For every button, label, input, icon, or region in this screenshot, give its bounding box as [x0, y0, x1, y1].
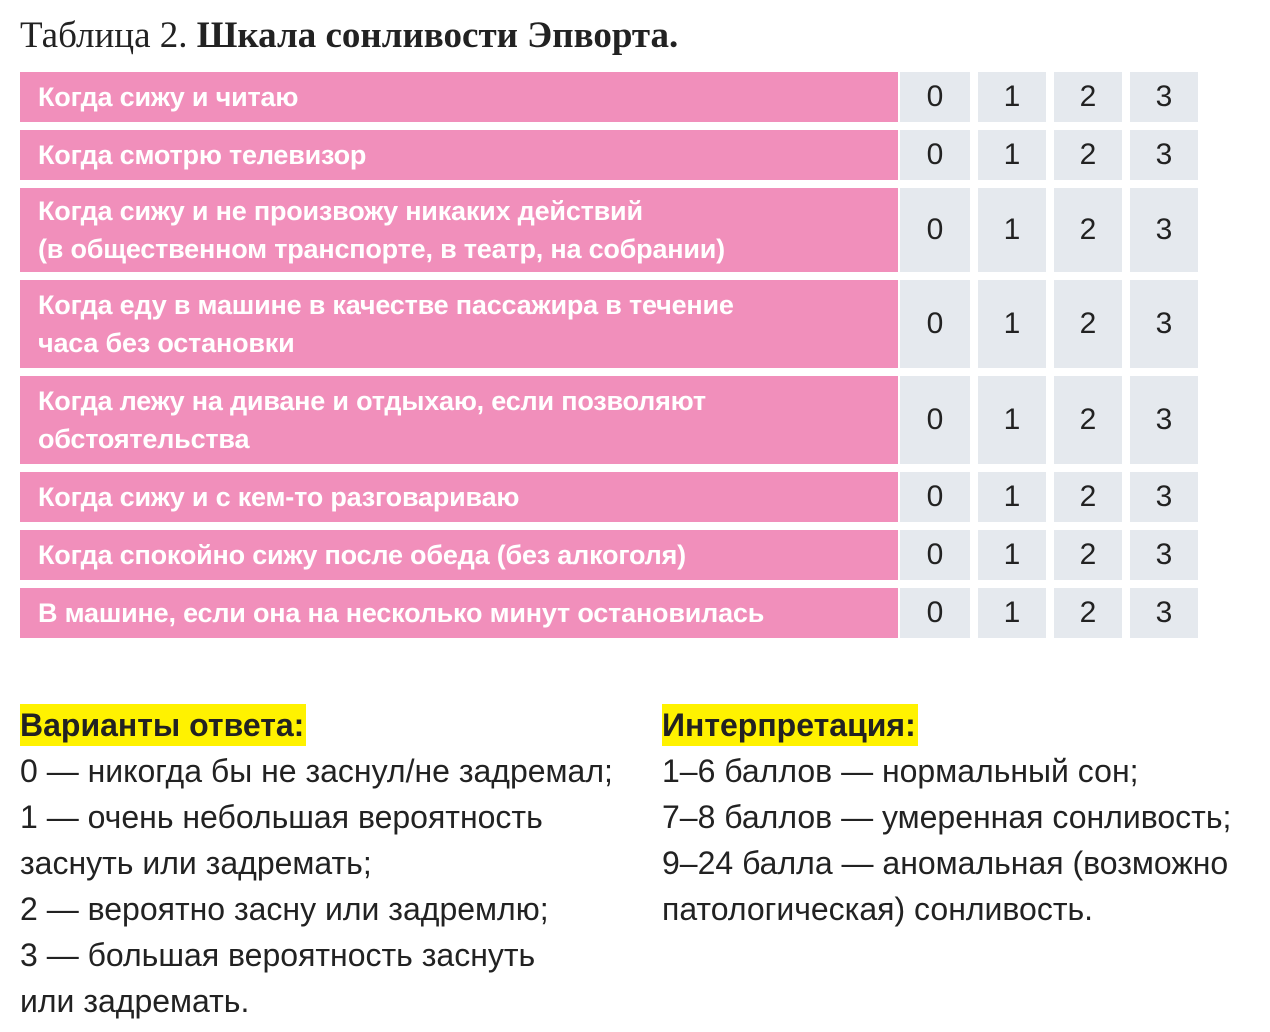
question-cell: [20, 472, 898, 522]
score-option-3: 3: [1130, 588, 1198, 638]
score-option-0: 0: [900, 530, 970, 580]
score-option-1: 1: [978, 472, 1046, 522]
answer-options: [20, 702, 640, 1024]
question-cell: [20, 72, 898, 122]
answer-option-line: 1 — очень небольшая вероятность: [20, 799, 543, 835]
score-option-1: 1: [978, 530, 1046, 580]
table-row: [20, 588, 1192, 638]
score-option-2: 2: [1054, 280, 1122, 368]
score-option-2: 2: [1054, 376, 1122, 464]
score-option-2: 2: [1054, 472, 1122, 522]
score-option-1: 1: [978, 376, 1046, 464]
score-option-2: 2: [1054, 130, 1122, 180]
answer-option-line: заснуть или задремать;: [20, 845, 372, 881]
question-text: Когда сижу и не произвожу никаких действий: [38, 196, 643, 226]
question-cell: [20, 376, 898, 464]
score-option-3: 3: [1130, 130, 1198, 180]
score-option-1: 1: [978, 130, 1046, 180]
score-option-2: 2: [1054, 588, 1122, 638]
answer-option-line: 3 — большая вероятность заснуть: [20, 937, 536, 973]
table-row: [20, 530, 1192, 580]
score-option-3: 3: [1130, 376, 1198, 464]
interpretation-line: 1–6 баллов — нормальный сон;: [662, 753, 1139, 789]
score-option-1: 1: [978, 588, 1046, 638]
question-text: часа без остановки: [38, 328, 295, 358]
question-text: Когда сижу и с кем-то разговариваю: [38, 482, 520, 512]
table-row: [20, 376, 1192, 464]
score-option-3: 3: [1130, 188, 1198, 272]
question-text: Когда сижу и читаю: [38, 82, 299, 112]
answer-option-line: или задремать.: [20, 983, 250, 1019]
interpretation-line: 9–24 балла — аномальная (возможно: [662, 845, 1229, 881]
question-text: (в общественном транспорте, в театр, на собрании): [38, 234, 725, 264]
question-cell: [20, 130, 898, 180]
score-option-0: 0: [900, 72, 970, 122]
title-prefix: Таблица 2.: [20, 15, 197, 56]
score-option-3: 3: [1130, 472, 1198, 522]
table-row: [20, 72, 1192, 122]
score-option-0: 0: [900, 472, 970, 522]
question-cell: [20, 530, 898, 580]
question-text: обстоятельства: [38, 424, 250, 454]
question-text: Когда смотрю телевизор: [38, 140, 367, 170]
score-option-2: 2: [1054, 72, 1122, 122]
score-option-0: 0: [900, 588, 970, 638]
question-cell: [20, 588, 898, 638]
question-text: Когда спокойно сижу после обеда (без алкоголя): [38, 540, 686, 570]
interpretation: [662, 702, 1262, 932]
score-option-1: 1: [978, 72, 1046, 122]
question-text: Когда лежу на диване и отдыхаю, если позволяют: [38, 386, 706, 416]
question-cell: [20, 280, 898, 368]
question-text: В машине, если она на несколько минут остановилась: [38, 598, 765, 628]
score-option-2: 2: [1054, 530, 1122, 580]
score-option-0: 0: [900, 188, 970, 272]
score-option-0: 0: [900, 280, 970, 368]
interpretation-header: Интерпретация:: [662, 704, 918, 746]
question-text: Когда еду в машине в качестве пассажира в течение: [38, 290, 734, 320]
table-row: [20, 280, 1192, 368]
score-option-2: 2: [1054, 188, 1122, 272]
question-cell: [20, 188, 898, 272]
score-option-0: 0: [900, 376, 970, 464]
interpretation-line: 7–8 баллов — умеренная сонливость;: [662, 799, 1232, 835]
score-option-1: 1: [978, 188, 1046, 272]
table-title: [20, 14, 678, 58]
table-row: [20, 472, 1192, 522]
epworth-table: [20, 72, 1192, 646]
answer-options-header: Варианты ответа:: [20, 704, 306, 746]
answer-option-line: 0 — никогда бы не заснул/не задремал;: [20, 753, 613, 789]
table-row: [20, 130, 1192, 180]
score-option-3: 3: [1130, 530, 1198, 580]
score-option-1: 1: [978, 280, 1046, 368]
score-option-3: 3: [1130, 72, 1198, 122]
score-option-3: 3: [1130, 280, 1198, 368]
table-row: [20, 188, 1192, 272]
answer-option-line: 2 — вероятно засну или задремлю;: [20, 891, 549, 927]
title-main: Шкала сонливости Эпворта.: [196, 15, 679, 56]
interpretation-line: патологическая) сонливость.: [662, 891, 1094, 927]
score-option-0: 0: [900, 130, 970, 180]
